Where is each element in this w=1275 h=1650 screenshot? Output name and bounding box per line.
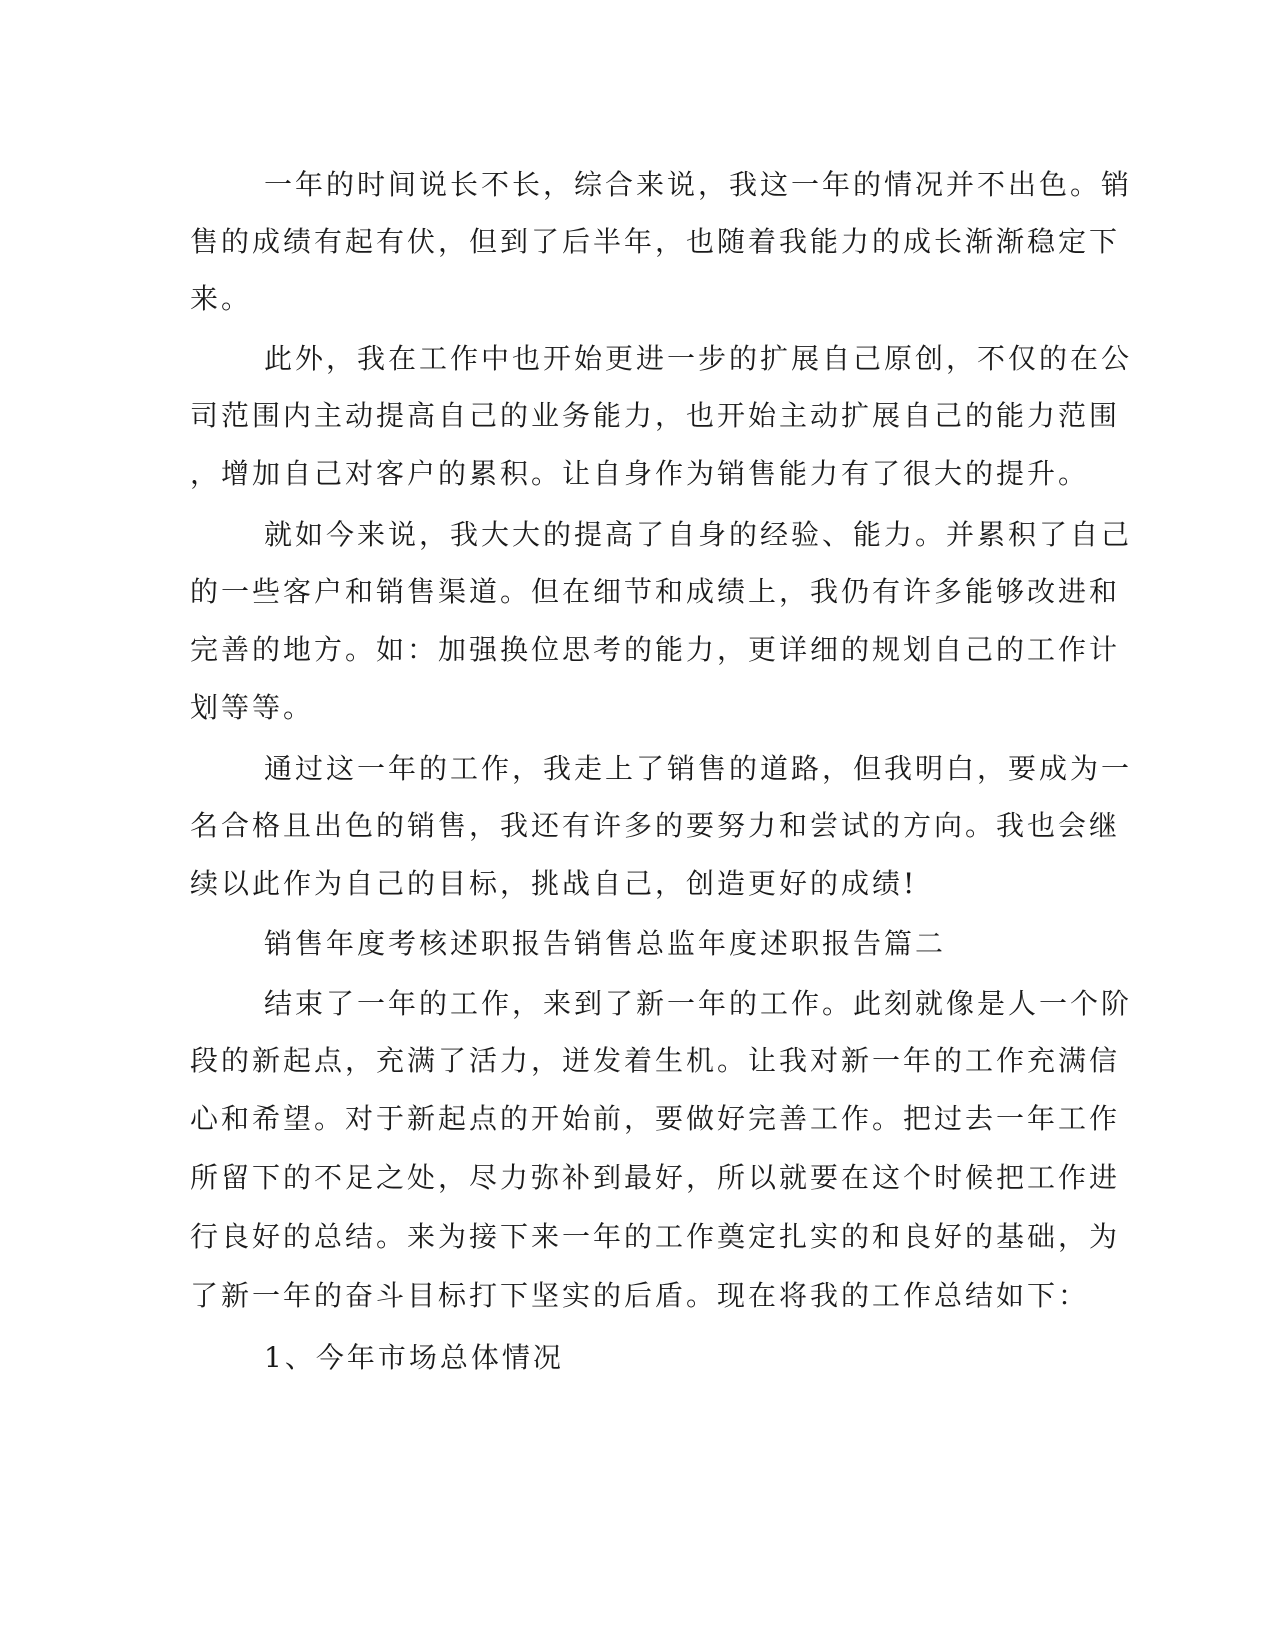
text-line: ，增加自己对客户的累积。让自身作为销售能力有了很大的提升。 — [190, 457, 1090, 490]
text-line: 来。 — [190, 282, 253, 315]
text-line: 司范围内主动提高自己的业务能力，也开始主动扩展自己的能力范围 — [190, 399, 1121, 432]
text-line: 完善的地方。如：加强换位思考的能力，更详细的规划自己的工作计 — [190, 633, 1121, 666]
text-line: 结束了一年的工作，来到了新一年的工作。此刻就像是人一个阶 — [264, 987, 1133, 1020]
numbered-heading: 1、今年市场总体情况 — [264, 1341, 564, 1374]
text-line: 了新一年的奋斗目标打下坚实的后盾。现在将我的工作总结如下： — [190, 1279, 1090, 1312]
text-line: 心和希望。对于新起点的开始前，要做好完善工作。把过去一年工作 — [190, 1102, 1121, 1135]
text-line: 所留下的不足之处，尽力弥补到最好，所以就要在这个时候把工作进 — [190, 1161, 1121, 1194]
text-line: 行良好的总结。来为接下来一年的工作奠定扎实的和良好的基础，为 — [190, 1220, 1121, 1253]
text-line: 续以此作为自己的目标，挑战自己，创造更好的成绩! — [190, 867, 918, 900]
text-line: 划等等。 — [190, 691, 315, 724]
text-line: 名合格且出色的销售，我还有许多的要努力和尝试的方向。我也会继 — [190, 809, 1121, 842]
text-line: 的一些客户和销售渠道。但在细节和成绩上，我仍有许多能够改进和 — [190, 575, 1121, 608]
text-line: 通过这一年的工作，我走上了销售的道路，但我明白，要成为一 — [264, 752, 1133, 785]
section-heading: 销售年度考核述职报告销售总监年度述职报告篇二 — [264, 927, 947, 960]
text-line: 售的成绩有起有伏，但到了后半年，也随着我能力的成长渐渐稳定下 — [190, 225, 1121, 258]
text-line: 就如今来说，我大大的提高了自身的经验、能力。并累积了自己 — [264, 518, 1133, 551]
text-line: 一年的时间说长不长，综合来说，我这一年的情况并不出色。销 — [264, 168, 1133, 201]
text-line: 此外，我在工作中也开始更进一步的扩展自己原创，不仅的在公 — [264, 342, 1133, 375]
text-line: 段的新起点，充满了活力，迸发着生机。让我对新一年的工作充满信 — [190, 1044, 1121, 1077]
